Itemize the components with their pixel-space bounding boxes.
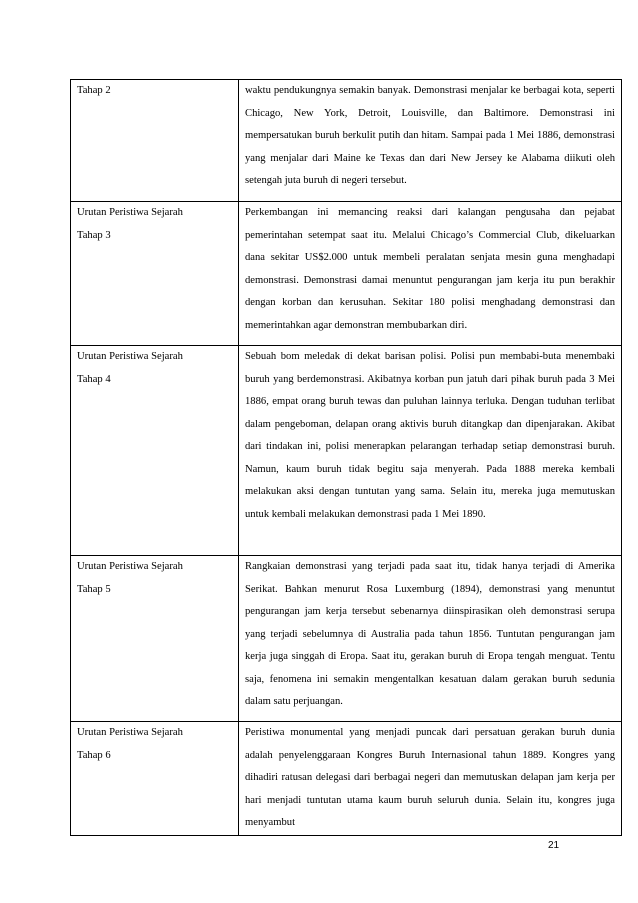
page-number: 21 [548, 840, 560, 851]
stage-description: Perkembangan ini memancing reaksi dari kalangan pengusaha dan pejabat pemerintahan setempat saat itu. Melalui Chicago’s Commercial Club, dikeluarkan dana sekitar US$2.000 untuk membeli peralatan senjata mesin guna menghadapi demonstrasi. Demonstrasi damai menuntut pengurangan jam kerja itu pun berakhir dengan korban dan kerusuhan. Sekitar 180 polisi menghadang demonstrasi dan memerintahkan agar demonstran membubarkan diri. [239, 202, 622, 346]
table-row [71, 346, 622, 556]
stage-label-line1: Urutan Peristiwa Sejarah [77, 351, 183, 362]
stage-label-line1: Urutan Peristiwa Sejarah [77, 207, 183, 218]
stage-label-cell [71, 80, 239, 202]
stage-description: Peristiwa monumental yang menjadi puncak dari persatuan gerakan buruh dunia adalah penyelenggaraan Kongres Buruh Internasional tahun 1889. Kongres yang dihadiri ratusan delegasi dari berbagai negeri dan memutuskan delapan jam kerja per hari menjadi tuntutan utama kaum buruh seluruh dunia. Selain itu, kongres juga menyambut [239, 722, 622, 836]
stage-label-line1: Urutan Peristiwa Sejarah [77, 561, 183, 572]
stage-label-line1: Urutan Peristiwa Sejarah [77, 727, 183, 738]
stage-description: Rangkaian demonstrasi yang terjadi pada saat itu, tidak hanya terjadi di Amerika Serikat. Bahkan menurut Rosa Luxemburg (1894), demonstrasi yang menuntut pengurangan jam kerja tersebut sebenarnya diinspirasikan oleh demonstrasi serupa yang terjadi sebelumnya di Australia pada tahun 1856. Tuntutan pengurangan jam kerja juga singgah di Eropa. Saat itu, gerakan buruh di Eropa tengah menguat. Tentu saja, fenomena ini semakin mengentalkan kesatuan dalam gerakan buruh sedunia dalam satu perjuangan. [239, 556, 622, 722]
table-row [71, 202, 622, 346]
stage-label-cell [71, 346, 239, 556]
stage-label-cell [71, 556, 239, 722]
stage-description: Sebuah bom meledak di dekat barisan polisi. Polisi pun membabi-buta menembaki buruh yang berdemonstrasi. Akibatnya korban pun jatuh dari pihak buruh pada 3 Mei 1886, empat orang buruh tewas dan puluhan lainnya terluka. Dengan tuduhan terlibat dalam pengeboman, delapan orang aktivis buruh ditangkap dan dipenjarakan. Akibat dari tindakan ini, polisi menerapkan pelarangan terhadap setiap demonstrasi buruh. Namun, kaum buruh tidak begitu saja menyerah. Pada 1888 mereka kembali melakukan aksi dengan tuntutan yang sama. Selain itu, mereka juga memutuskan untuk kembali melakukan demonstrasi pada 1 Mei 1890. [239, 346, 622, 556]
stage-label-line2: Tahap 5 [77, 583, 111, 595]
table-row [71, 722, 622, 836]
stage-description: waktu pendukungnya semakin banyak. Demonstrasi menjalar ke berbagai kota, seperti Chicago, New York, Detroit, Louisville, dan Baltimore. Demonstrasi ini mempersatukan buruh berkulit putih dan hitam. Sampai pada 1 Mei 1886, demonstrasi yang menjalar dari Maine ke Texas dan dari New Jersey ke Alabama diikuti oleh setengah juta buruh di negeri tersebut. [239, 80, 622, 202]
stage-label-line2: Tahap 6 [77, 749, 111, 761]
history-stages-table [70, 79, 622, 836]
table-row [71, 80, 622, 202]
stage-label-cell [71, 202, 239, 346]
table-row [71, 556, 622, 722]
stage-label-line2: Tahap 3 [77, 229, 111, 241]
stage-label-line1: Tahap 2 [77, 85, 111, 96]
stage-label-line2: Tahap 4 [77, 373, 111, 385]
stage-label-cell [71, 722, 239, 836]
